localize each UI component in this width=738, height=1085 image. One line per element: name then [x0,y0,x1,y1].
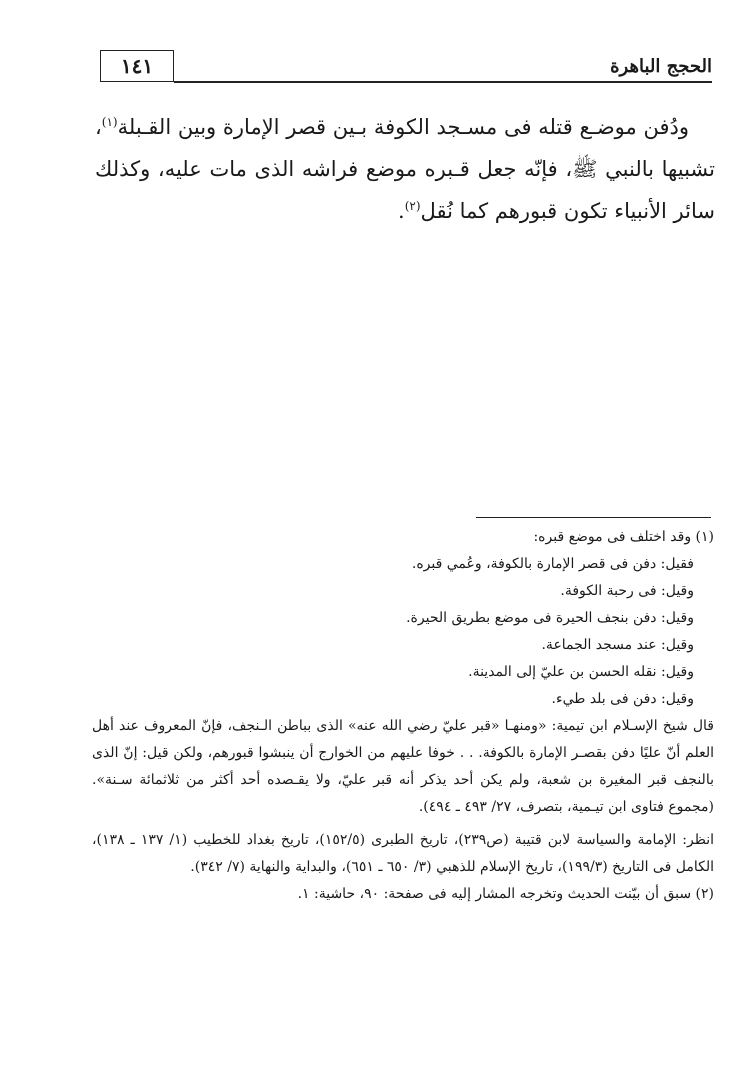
header-rule [174,81,712,83]
page-header [100,50,712,84]
footnote-separator [476,517,711,518]
running-title: الحجج الباهرة [610,56,712,77]
main-text-part1: ودُفن موضـع قتله فى مسـجد الكوفة بـين قصر الإمارة وبين القـبلة [117,115,689,139]
footnote-ref-1: (١) [101,115,118,129]
footnote-1-quote: قال شيخ الإسـلام ابن تيمية: «ومنهـا «قبر عليّ رضي الله عنه» الذى بباطن الـنجف، فإنّ المعروف عند أهل العلم أنّ عليًا دفن بقصـر الإمارة بالكوفة. . . خوفا عليهم من الخوارج أن ينبشوا قبورهم، ولكن قيل: إنّ الذى بالنجف قبر المغيرة بن شعبة، ولم يكن أحد يذكر أنه قبر عليّ، ولا يقـصده أحد أكثر من ثلاثمائة سـنة». (مجموع فتاوى ابن تيـمية، بتصرف، ٢٧/ ٤٩٣ ـ ٤٩٤). [92,718,714,815]
footnote-ref-2: (٢) [404,199,421,213]
footnote-1-item: وقيل: فى رحبة الكوفة. [560,583,694,599]
footnote-1-heading: (١) وقد اختلف فى موضع قبره: [533,529,714,545]
footnote-1-item: وقيل: دفن فى بلد طيء. [551,691,694,707]
footnotes [92,524,714,908]
footnote-2: (٢) سبق أن بيّنت الحديث وتخرجه المشار إليه فى صفحة: ٩٠، حاشية: ١. [297,886,714,902]
main-text [95,106,715,232]
main-paragraph [95,106,715,232]
main-text-part3: . [398,199,405,223]
footnote-1-references: انظر: الإمامة والسياسة لابن قتيبة (ص٢٣٩)، تاريخ الطبرى (١٥٢/٥)، تاريخ بغداد للخطيب (١/ ١٣٧ ـ ١٣٨)، الكامل فى التاريخ (١٩٩/٣)، تاريخ الإسلام للذهبي (٣/ ٦٥٠ ـ ٦٥١)، والبداية والنهاية (٧/ ٣٤٢). [92,832,714,875]
footnote-1-item: فقيل: دفن فى قصر الإمارة بالكوفة، وعُمي قبره. [411,556,694,572]
footnote-1-item: وقيل: نقله الحسن بن عليّ إلى المدينة. [468,664,694,680]
footnote-1-item: وقيل: عند مسجد الجماعة. [541,637,694,653]
main-text-part2: ، تشبيها بالنبي ﷺ، فإنّه جعل قـبره موضع فراشه الذى مات عليه، وكذلك سائر الأنبياء تكون قبورهم كما نُقل [95,115,715,223]
page-number: ١٤١ [100,50,174,82]
footnote-1-item: وقيل: دفن بنجف الحيرة فى موضع بطريق الحيرة. [406,610,694,626]
